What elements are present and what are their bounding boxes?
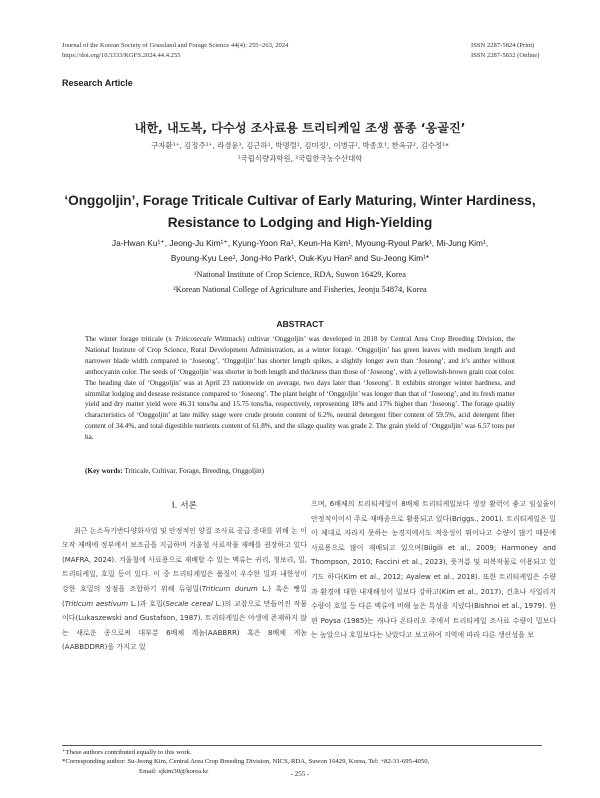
page-number: - 255 -	[290, 770, 310, 778]
keywords	[85, 467, 264, 475]
abstract-body	[85, 334, 515, 443]
abstract-text: The winter forage triticale (x Triticosecale Wittmack) cultivar ‘Onggoljin’ was developed in 2018 by Central Area Crop Breeding Division, the National Institute of Crop Science, Rural Development Administration, as a winter forage. ‘Onggoljin’ has green leaves with medium length and narrower blade width compared to ‘Joseong’. ‘Onggoljin’ has shorter length spikes, a slightly longer awn than ‘Joseong’, and it’s anther without anthocyanin color. The seeds of ‘Onggoljin’ was shorter in both length and thickness than those of ‘Joseong’, with a yellowish-brown grain coat color. The heading date of ‘Onggoljin’ was at April 23 nationwide on average, two days later than ‘Joseong’. It exhibits stronger winter hardness, and simmilar lodging and desease resistance compared to ‘Joseong’. The plant height of ‘Onggoljin’ was longer than that of ‘Joseong’, and its fresh matter yield and dry matter yield were 46.31 tons/ha and 15.75 tons/ha, respectively, representing 18% and 17% higher than ‘Joseong’. The forage quality characteristics of ‘Onggoljin’ at late milky stage were crude protein content of 6.2%, neutral detergent fiber content of 59.5%, acid detergent fiber content of 34.4%, and total digestible nutrients content of 61.8%, and the silage quality was grade 2. The grain yield of ‘Onggoljin’ was 6.57 tons per ha.	[85, 335, 515, 442]
body-column-left	[62, 497, 307, 655]
keywords-text: Triticale, Cultivar, Forage, Breeding, Onggoljin)	[122, 467, 264, 475]
english-authors	[0, 236, 600, 265]
korean-authors: 구자환¹⁺, 김정주¹⁺, 라경윤¹, 김근하¹, 박명렬¹, 김미정¹, 이병규¹, 박종호¹, 한옥규², 김수정¹*	[151, 141, 449, 150]
footnote-corresponding-author: *Corresponding author: Su-Jeong Kim, Central Area Crop Breeding Division, NICS, RDA, Suwon 16429, Korea, Tel: +82-31-695-4050,	[62, 758, 430, 766]
running-header-right	[471, 41, 540, 60]
korean-affiliations: ¹국립식량과학원, ²국립한국농수산대학	[237, 154, 363, 163]
running-header-left	[62, 41, 288, 60]
english-authors-line1: Ja-Hwan Ku¹⁺, Jeong-Ju Kim¹⁺, Kyung-Yoon Ra¹, Keun-Ha Kim¹, Myoung-Ryoul Park¹, Mi-Jung Kim¹,	[111, 238, 489, 248]
english-authors-line2: Byoung-Kyu Lee¹, Jong-Ho Park¹, Ouk-Kyu Han² and Su-Jeong Kim¹*	[170, 252, 430, 263]
body-paragraph: 최근 논소득기반다양화사업 및 안정적인 양질 조사료 공급 증대를 위해 논 이모작 재배에 정부에서 보조금을 지급하며 겨울철 사료작물 재배를 권장하고 있다(MAFRA, 2024). 겨울철에 사료용으로 재배할 수 있는 맥류는 귀리, 청보리, 밀, 트리티케일, 호밀 등이 있다. 이 중 트리티케일은 품질이 우수한 밀과 내한성이 강한 호밀의 장점을 조합하기 위해 듀럼밀(Triticum durum L.) 혹은 빵밀(Triticum aestivum L.)과 호밀(Secale cereal L.)의 교잡으로 만들어진 작물이다(Lukaszewski and Gustafson, 1987). 트리티케일은 야생에 존재하지 않는 새로운 종으로써 대부분 6배체 계놈(AABBRR) 혹은 8배체 게놈(AABBDDRR)을 가지고 있	[62, 526, 307, 652]
affiliation-2: ²Korean National College of Agriculture and Fisheries, Jeonju 54874, Korea	[173, 284, 427, 294]
article-type: Research Article	[62, 78, 133, 88]
section-heading-introduction: Ⅰ. 서론	[171, 501, 198, 511]
footnote-equal-contribution: ⁺These authors contributed equally to this work.	[62, 749, 192, 756]
english-title-line1: ‘Onggoljin’, Forage Triticale Cultivar of Early Maturing, Winter Hardiness,	[64, 193, 536, 208]
keywords-label: (Key words:	[85, 467, 123, 475]
english-affiliations	[0, 268, 600, 297]
korean-title: 내한, 내도복, 다수성 조사료용 트리티케일 조생 품종 ‘옹골진’	[134, 121, 466, 135]
english-title-line2: Resistance to Lodging and High-Yielding	[167, 215, 433, 230]
body-paragraph-continued: 으며, 6배체의 트리티케일이 8배체 트리티케일보다 생장 활력이 좋고 임실율이 안정적이어서 주로 재배종으로 활용되고 있다(Briggs., 2001). 트리티케일은 밀이 제대로 자라지 못하는 농경지에서도 적응성이 뛰어나고 수량이 많기 때문에 사료용으로 많이 재배되고 있으며(Bilgili et al., 2009; Harmoney and Thompson, 2010; Faccini et al., 2023), 풋거름 및 피복작물로 이용되고 있기도 하다(Kim et al., 2012; Ayalew et al., 2018). 또한 트리티케일은 수량과 환경에 대한 내재해성이 밀보다 강하고(Kim et al., 2017), 건초나 사일리지 수량이 호밀 등 다른 맥류에 비해 높은 특성을 지녔다(Bishnoi et al., 1979). 한편 Poysa (1985)는 캐나다 온타리오 주에서 트리티케일 조사료 수량이 밀보다는 높았으나 호밀보다는 낮았다고 보고하여 지역에 따라 다른 생산성을 보	[311, 500, 556, 640]
doi-link[interactable]: https://doi.org/10.5333/KGFS.2024.44.4.255	[62, 51, 181, 59]
affiliation-1: ¹National Institute of Crop Science, RDA, Suwon 16429, Korea	[194, 270, 406, 279]
issn-online: ISSN 2287-5832 (Online)	[471, 51, 540, 59]
body-column-right	[311, 497, 556, 643]
issn-print: ISSN 2287-5824 (Print)	[471, 42, 535, 49]
abstract-heading: ABSTRACT	[276, 319, 324, 329]
english-title	[0, 190, 600, 234]
journal-citation: Journal of the Korean Society of Grassland and Forage Science 44(4): 255~263, 2024	[62, 42, 289, 49]
footnote-email[interactable]: Email: sjkim30@korea.kr	[139, 767, 209, 775]
